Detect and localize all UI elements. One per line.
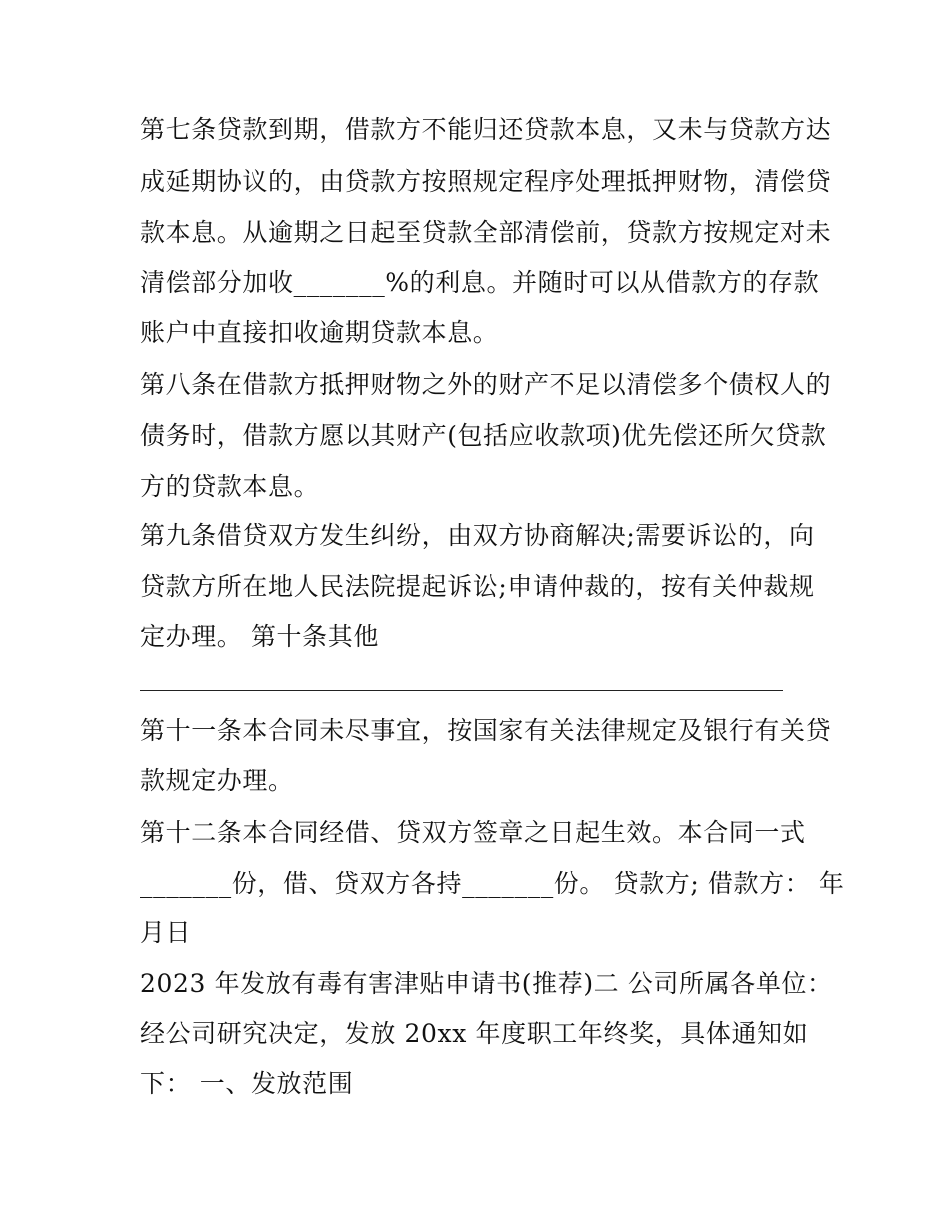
text-line: 方的贷款本息。 bbox=[140, 472, 320, 501]
text-line: 账户中直接扣收逾期贷款本息。 bbox=[140, 318, 499, 347]
text-line: 款本息。从逾期之日起至贷款全部清偿前，贷款方按规定对未 bbox=[140, 218, 832, 247]
text-line: 第八条在借款方抵押财物之外的财产不足以清偿多个债权人的 bbox=[140, 370, 832, 399]
text-line: 第九条借贷双方发生纠纷，由双方协商解决;需要诉讼的，向 bbox=[140, 521, 815, 550]
text-line: 债务时，借款方愿以其财产(包括应收款项)优先偿还所欠贷款 bbox=[140, 421, 827, 450]
text-line: 第七条贷款到期，借款方不能归还贷款本息，又未与贷款方达 bbox=[140, 115, 832, 144]
text-line: 下： 一、发放范围 bbox=[140, 1069, 354, 1098]
text-line: 定办理。 第十条其他 bbox=[140, 622, 379, 651]
text-line: 经公司研究决定，发放 20xx 年度职工年终奖，具体通知如 bbox=[140, 1019, 809, 1048]
text-line: 成延期协议的，由贷款方按照规定程序处理抵押财物，清偿贷 bbox=[140, 167, 832, 196]
text-line: 2023 年发放有毒有害津贴申请书(推荐)二 公司所属各单位： bbox=[140, 969, 833, 998]
text-line: 款规定办理。 bbox=[140, 766, 294, 795]
text-line: 贷款方所在地人民法院提起诉讼;申请仲裁的，按有关仲裁规 bbox=[140, 572, 815, 601]
text-line: 第十一条本合同未尽事宜，按国家有关法律规定及银行有关贷 bbox=[140, 716, 832, 745]
blank-fill-line bbox=[140, 690, 783, 691]
text-line: 月日 bbox=[140, 918, 192, 947]
text-line: _______份，借、贷双方各持_______份。 贷款方; 借款方： 年 bbox=[140, 869, 845, 898]
text-line: 第十二条本合同经借、贷双方签章之日起生效。本合同一式 bbox=[140, 818, 806, 847]
text-line: 清偿部分加收_______%的利息。并随时可以从借款方的存款 bbox=[140, 268, 820, 297]
